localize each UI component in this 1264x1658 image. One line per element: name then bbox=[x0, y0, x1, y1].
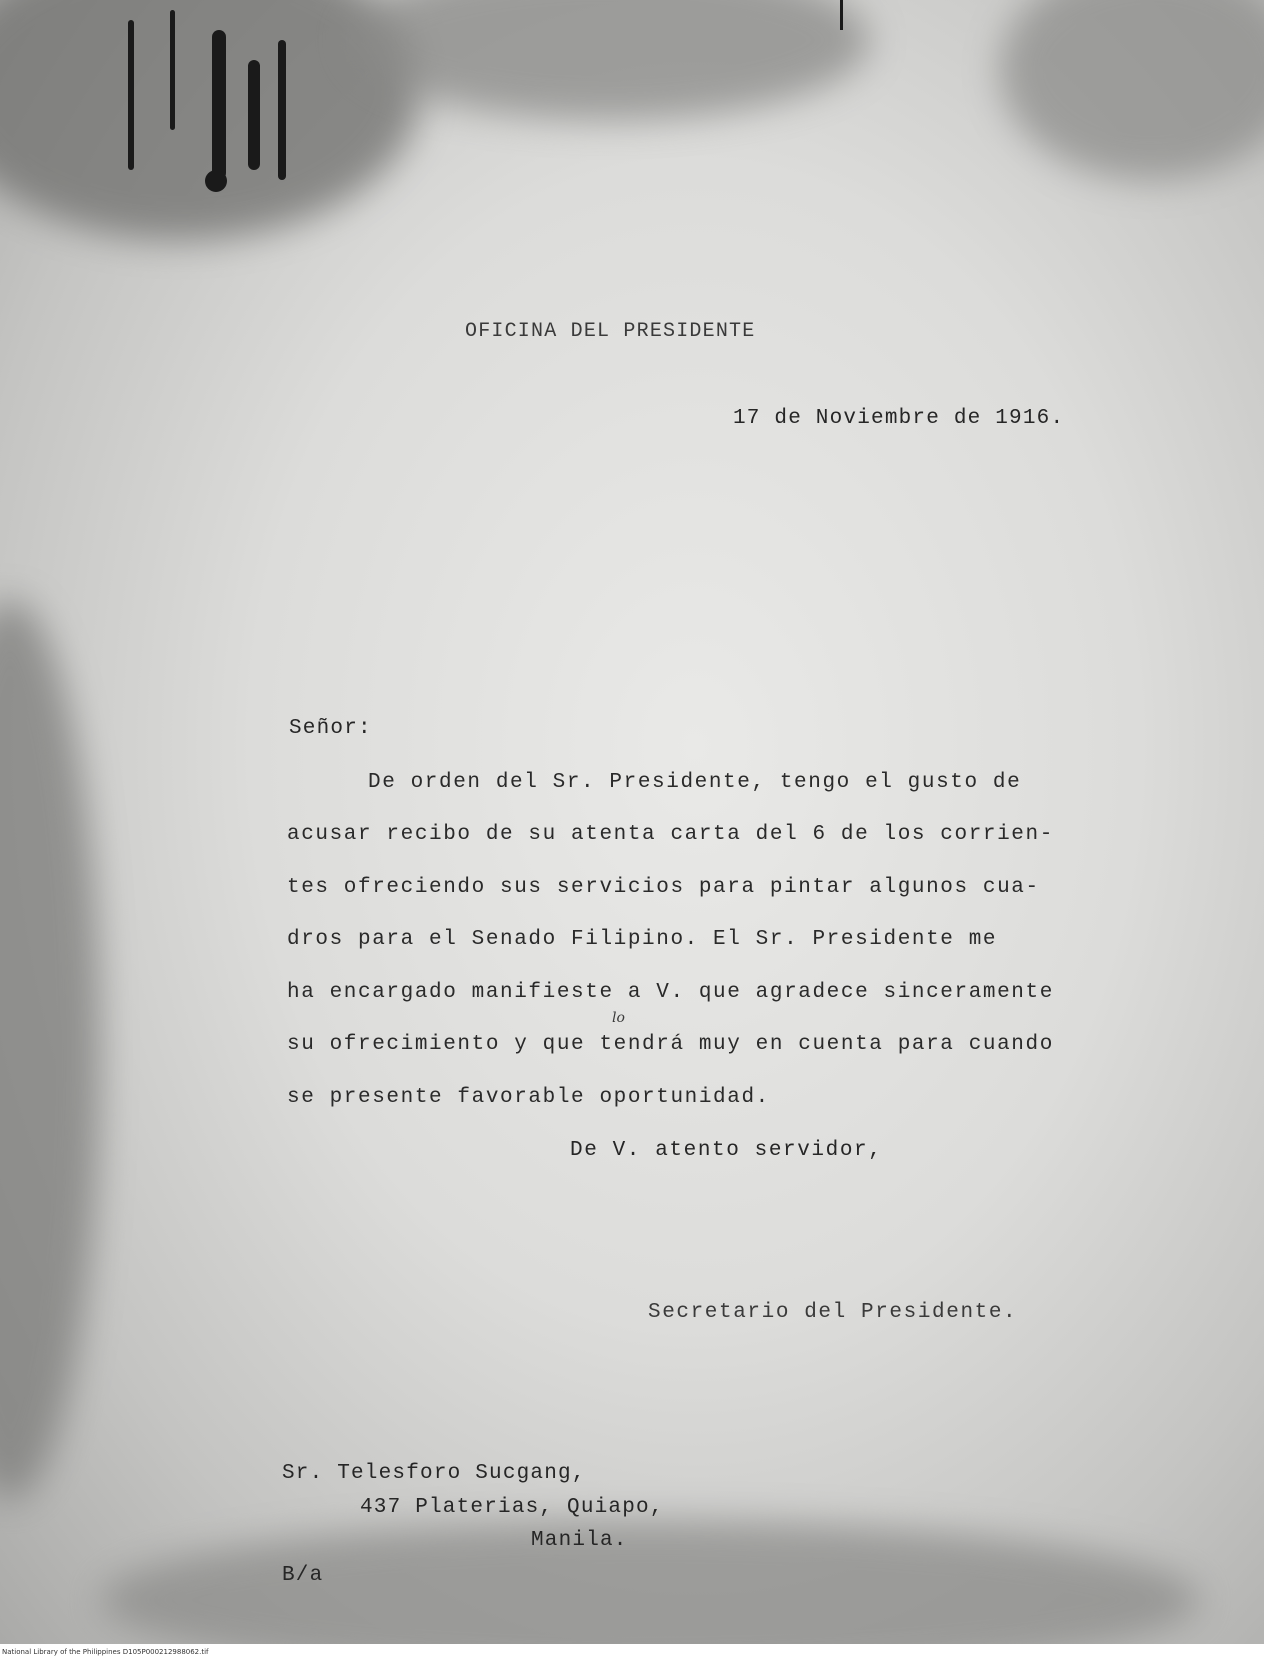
dark-stain-top-right bbox=[1000, 0, 1264, 180]
addressee-name: Sr. Telesforo Sucgang, bbox=[282, 1462, 586, 1485]
ink-mark-7 bbox=[840, 0, 843, 30]
letter-date: 17 de Noviembre de 1916. bbox=[733, 407, 1065, 430]
ink-mark-6 bbox=[205, 170, 227, 192]
body-line-1: De orden del Sr. Presidente, tengo el gusto de bbox=[368, 771, 1022, 794]
salutation: Señor: bbox=[289, 717, 372, 740]
body-line-2: acusar recibo de su atenta carta del 6 de los corrien- bbox=[287, 823, 1054, 846]
ink-mark-5 bbox=[278, 40, 286, 180]
dark-stain-bottom bbox=[100, 1520, 1200, 1658]
scan-footer bbox=[0, 1644, 1264, 1658]
ink-mark-1 bbox=[128, 20, 134, 170]
dark-stain-top bbox=[350, 0, 870, 120]
body-line-5: ha encargado manifieste a V. que agradece sinceramente bbox=[287, 981, 1054, 1004]
body-line-7: se presente favorable oportunidad. bbox=[287, 1086, 770, 1109]
ink-mark-4 bbox=[248, 60, 260, 170]
closing: De V. atento servidor, bbox=[570, 1139, 883, 1162]
letterhead: OFICINA DEL PRESIDENTE bbox=[465, 320, 756, 343]
body-line-6: su ofrecimiento y que tendrá muy en cuenta para cuando bbox=[287, 1033, 1054, 1056]
addressee-street: 437 Platerias, Quiapo, bbox=[360, 1496, 664, 1519]
addressee-city: Manila. bbox=[531, 1529, 628, 1552]
ink-mark-3 bbox=[212, 30, 226, 180]
dark-stain-left-edge bbox=[0, 600, 100, 1500]
typist-initials: B/a bbox=[282, 1564, 324, 1587]
signature-title: Secretario del Presidente. bbox=[648, 1301, 1018, 1324]
ink-mark-2 bbox=[170, 10, 175, 130]
body-line-3: tes ofreciendo sus servicios para pintar algunos cua- bbox=[287, 876, 1040, 899]
handwritten-insertion: lo bbox=[612, 1010, 625, 1026]
body-line-4: dros para el Senado Filipino. El Sr. Presidente me bbox=[287, 928, 998, 951]
scan-footer-text: National Library of the Philippines D105P000212988062.tif bbox=[2, 1648, 209, 1656]
